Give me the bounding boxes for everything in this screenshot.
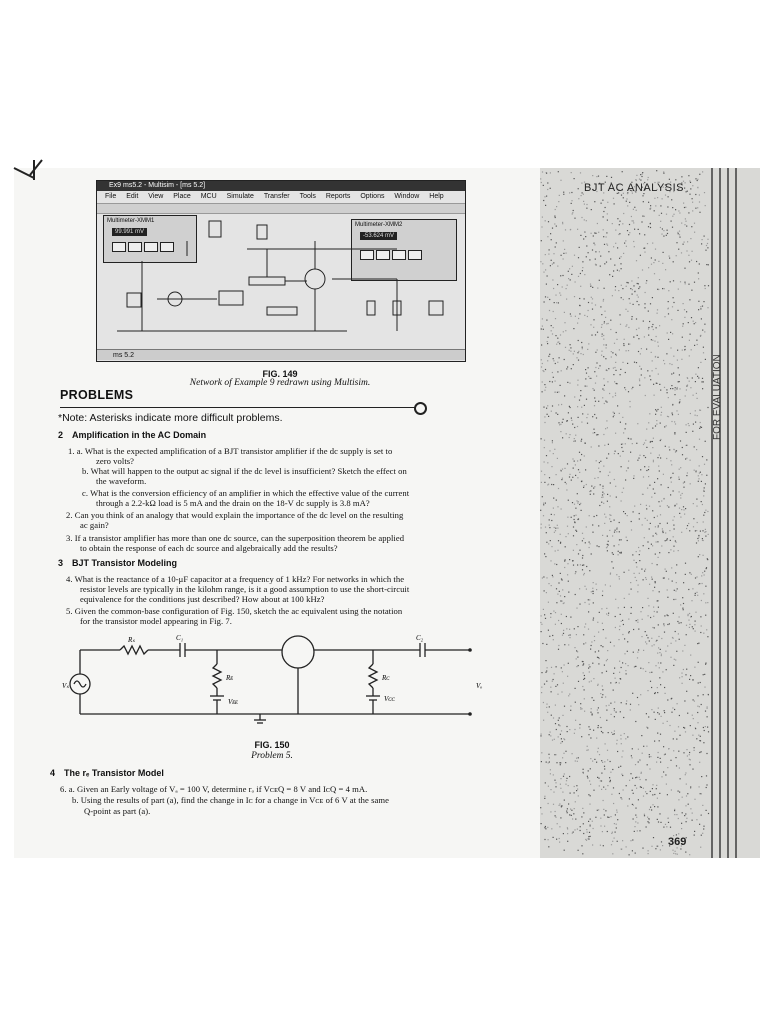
rule-end-mark bbox=[414, 402, 427, 415]
menu-tools: Tools bbox=[299, 193, 316, 200]
gutter-lines bbox=[712, 168, 736, 858]
problems-note: *Note: Asterisks indicate more difficult problems. bbox=[58, 412, 283, 424]
side-watermark-text: FOR EVALUATION bbox=[712, 354, 723, 440]
problem-1a-line2: zero volts? bbox=[96, 456, 135, 466]
problem-1c-line1: c. What is the conversion efficiency of an amplifier in which the effective value of the current bbox=[82, 488, 410, 498]
heading-rule bbox=[60, 407, 418, 408]
menu-options: Options bbox=[360, 193, 385, 200]
problem-4-line2: resistor levels are typically in the kilohm range, is it a good assumption to use the short-circuit bbox=[80, 584, 410, 594]
problem-6a: 6. a. Given an Early voltage of Vₐ = 100 V, determine rₒ if VᴄᴇQ = 8 V and IᴄQ = 4 mA. bbox=[60, 784, 368, 794]
menu-window: Window bbox=[394, 193, 420, 200]
menu-mcu: MCU bbox=[200, 193, 217, 200]
problem-5-line2: for the transistor model appearing in Fig. 7. bbox=[80, 616, 232, 626]
label-re: Rᴇ bbox=[226, 674, 234, 682]
section-title: The rₑ Transistor Model bbox=[64, 768, 164, 778]
fig150-schematic bbox=[60, 628, 500, 728]
section-number: 2 bbox=[58, 430, 64, 440]
problem-6b-line1: b. Using the results of part (a), find the change in Iᴄ for a change in Vᴄᴇ of 6 V at the same bbox=[72, 795, 389, 805]
problem-3-line1: 3. If a transistor amplifier has more than one dc source, can the superposition theorem be applied bbox=[66, 533, 405, 543]
fig149-label: FIG. 149 bbox=[262, 369, 298, 379]
menu-simulate: Simulate bbox=[226, 193, 254, 200]
menu-file: File bbox=[105, 193, 117, 200]
problem-1b-line2: the waveform. bbox=[96, 476, 147, 486]
section-title: Amplification in the AC Domain bbox=[72, 430, 207, 440]
menu-edit: Edit bbox=[126, 193, 139, 200]
problem-1c-line2: through a 2.2-kΩ load is 5 mA and the drain on the 18-V dc supply is 3.8 mA? bbox=[96, 498, 370, 508]
problem-2-line1: 2. Can you think of an analogy that would explain the importance of the dc level on the resulting bbox=[66, 510, 404, 520]
multimeter-title: Multimeter-XMM2 bbox=[355, 222, 403, 228]
label-rc: Rᴄ bbox=[382, 674, 390, 682]
problem-2-line2: ac gain? bbox=[80, 520, 109, 530]
label-rs: Rₛ bbox=[128, 636, 135, 644]
section-number: 3 bbox=[58, 558, 64, 568]
multimeter-title: Multimeter-XMM1 bbox=[107, 218, 155, 224]
speckle-noise bbox=[540, 170, 709, 855]
label-c1: C₁ bbox=[176, 634, 184, 642]
menu-view: View bbox=[148, 193, 164, 200]
menu-help: Help bbox=[429, 193, 444, 200]
status-tab: ms 5.2 bbox=[97, 349, 465, 360]
label-vee: Vᴇᴇ bbox=[228, 698, 238, 706]
fig150-label: FIG. 150 bbox=[254, 740, 290, 750]
corner-mark bbox=[14, 160, 42, 180]
problem-1b-line1: b. What will happen to the output ac signal if the dc level is insufficient? Sketch the effect on bbox=[82, 466, 407, 476]
label-c2: C₂ bbox=[416, 634, 424, 642]
section-number: 4 bbox=[50, 768, 56, 778]
multisim-window bbox=[96, 180, 466, 362]
fig149-caption: Network of Example 9 redrawn using Multisim. bbox=[189, 378, 371, 388]
label-vs: Vₛ bbox=[62, 682, 69, 690]
fig150-caption: Problem 5. bbox=[251, 751, 293, 761]
label-vo: Vₒ bbox=[476, 682, 483, 690]
menu-transfer: Transfer bbox=[263, 193, 290, 200]
multimeter-display: -53.624 mV bbox=[360, 232, 397, 240]
problem-4-line1: 4. What is the reactance of a 10-μF capacitor at a frequency of 1 kHz? For networks in which the bbox=[66, 574, 405, 584]
problem-4-line3: equivalence for the conditions just described? How about at 100 kHz? bbox=[80, 594, 325, 604]
problem-5-line1: 5. Given the common-base configuration of Fig. 150, sketch the ac equivalent using the notation bbox=[66, 606, 403, 616]
label-vcc: Vᴄᴄ bbox=[384, 695, 395, 703]
running-header: BJT AC ANALYSIS bbox=[584, 182, 685, 194]
section-title: BJT Transistor Modeling bbox=[72, 558, 178, 568]
page-number: 369 bbox=[668, 836, 687, 848]
problem-6b-line2: Q-point as part (a). bbox=[84, 806, 151, 816]
problems-heading: PROBLEMS bbox=[60, 388, 134, 402]
multimeter-display: 99.991 mV bbox=[112, 228, 147, 236]
window-title: Ex9 ms5.2 - Multisim - [ms 5.2] bbox=[97, 181, 465, 191]
problem-3-line2: to obtain the response of each dc source and algebraically add the results? bbox=[80, 543, 338, 553]
menu-reports: Reports bbox=[325, 193, 351, 200]
problem-1a-line1: 1. a. What is the expected amplification of a BJT transistor amplifier if the dc supply is set to bbox=[68, 446, 393, 456]
menu-place: Place bbox=[173, 193, 191, 200]
multisim-schematic bbox=[97, 181, 465, 361]
